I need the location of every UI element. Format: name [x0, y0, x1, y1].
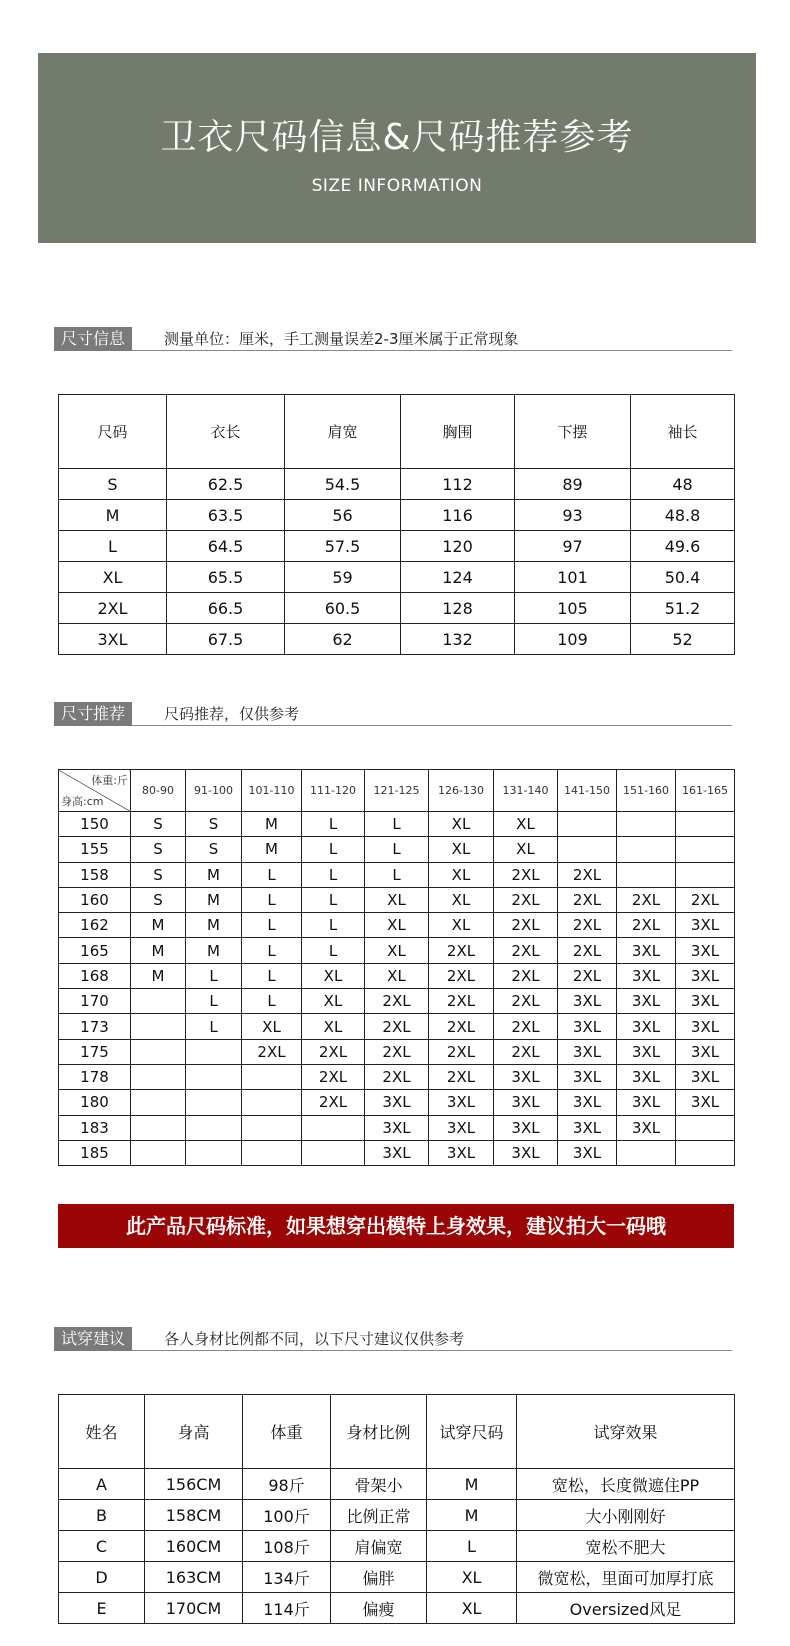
table-cell — [676, 812, 735, 837]
table-cell: 2XL — [429, 1064, 494, 1089]
table-cell: 比例正常 — [331, 1500, 427, 1531]
table-cell: XL — [302, 963, 365, 988]
table-cell: XL — [365, 913, 429, 938]
table-cell: 155 — [59, 837, 131, 862]
table-cell — [558, 837, 617, 862]
table-cell — [131, 989, 186, 1014]
table-cell: 2XL — [617, 913, 676, 938]
table-cell: L — [242, 963, 302, 988]
table-cell: 158CM — [145, 1500, 243, 1531]
table-cell: 163CM — [145, 1562, 243, 1593]
table-cell: M — [186, 862, 242, 887]
table-cell — [676, 837, 735, 862]
table-cell: 2XL — [494, 938, 558, 963]
table-row — [59, 1562, 735, 1593]
table-row — [59, 862, 735, 887]
table-cell: L — [242, 913, 302, 938]
table-row — [59, 887, 735, 912]
table-cell: 3XL — [558, 1115, 617, 1140]
table-cell: 150 — [59, 812, 131, 837]
table-cell: Oversized风足 — [517, 1593, 735, 1624]
table-row — [59, 989, 735, 1014]
table-cell: 3XL — [558, 1014, 617, 1039]
table-cell: 124 — [401, 562, 515, 593]
table-cell: 2XL — [429, 1014, 494, 1039]
table-cell: 183 — [59, 1115, 131, 1140]
table-cell: 165 — [59, 938, 131, 963]
table-cell: 3XL — [676, 1039, 735, 1064]
table-cell: 48.8 — [631, 500, 735, 531]
table-cell — [302, 1140, 365, 1165]
column-header: 体重 — [243, 1395, 331, 1469]
size-info-table — [58, 394, 735, 655]
table-cell: XL — [427, 1562, 517, 1593]
table-cell: 2XL — [242, 1039, 302, 1064]
table-cell: 180 — [59, 1090, 131, 1115]
table-cell: 2XL — [558, 963, 617, 988]
section-tag: 尺寸信息 — [54, 327, 132, 351]
table-cell: M — [242, 837, 302, 862]
table-cell: 173 — [59, 1014, 131, 1039]
table-cell: 3XL — [676, 1064, 735, 1089]
table-cell: 160 — [59, 887, 131, 912]
table-cell: 108斤 — [243, 1531, 331, 1562]
table-cell: 3XL — [365, 1115, 429, 1140]
section-header-size-info — [54, 327, 732, 351]
table-cell: 3XL — [494, 1115, 558, 1140]
table-cell: 2XL — [494, 963, 558, 988]
column-header: 161-165 — [676, 770, 735, 812]
table-cell — [617, 1140, 676, 1165]
table-cell: 3XL — [59, 624, 167, 655]
table-cell: 2XL — [558, 862, 617, 887]
column-header: 126-130 — [429, 770, 494, 812]
column-header: 衣长 — [167, 395, 285, 469]
table-cell: M — [131, 963, 186, 988]
table-cell: M — [242, 812, 302, 837]
table-cell: 2XL — [494, 1039, 558, 1064]
table-cell: XL — [59, 562, 167, 593]
table-cell: L — [186, 989, 242, 1014]
table-cell — [242, 1090, 302, 1115]
table-cell: XL — [494, 837, 558, 862]
table-cell: 2XL — [302, 1039, 365, 1064]
table-cell: 2XL — [558, 938, 617, 963]
table-row — [59, 531, 735, 562]
column-header: 试穿尺码 — [427, 1395, 517, 1469]
table-cell: 62.5 — [167, 469, 285, 500]
table-cell — [131, 1090, 186, 1115]
table-cell: 2XL — [429, 989, 494, 1014]
table-cell: L — [242, 989, 302, 1014]
table-cell: M — [427, 1469, 517, 1500]
table-cell: 微宽松，里面可加厚打底 — [517, 1562, 735, 1593]
table-cell: 2XL — [558, 913, 617, 938]
table-cell: 宽松不肥大 — [517, 1531, 735, 1562]
table-cell: 2XL — [494, 989, 558, 1014]
column-header: 尺码 — [59, 395, 167, 469]
table-cell: 116 — [401, 500, 515, 531]
table-cell: S — [131, 862, 186, 887]
section-header-recommend — [54, 702, 732, 726]
table-cell — [131, 1064, 186, 1089]
table-cell: 114斤 — [243, 1593, 331, 1624]
table-cell: S — [131, 887, 186, 912]
table-cell: 3XL — [617, 1090, 676, 1115]
table-cell: 54.5 — [285, 469, 401, 500]
table-cell — [617, 812, 676, 837]
weight-axis-label: 体重:斤 — [91, 774, 128, 787]
column-header: 姓名 — [59, 1395, 145, 1469]
table-cell: 63.5 — [167, 500, 285, 531]
table-cell: 3XL — [676, 913, 735, 938]
table-cell: 3XL — [617, 1064, 676, 1089]
table-cell: 3XL — [494, 1090, 558, 1115]
size-recommend-table — [58, 769, 735, 1166]
column-header: 151-160 — [617, 770, 676, 812]
table-cell: 3XL — [617, 1039, 676, 1064]
table-row — [59, 624, 735, 655]
table-cell: 2XL — [429, 1039, 494, 1064]
table-cell: L — [302, 862, 365, 887]
table-cell: XL — [429, 862, 494, 887]
table-cell: 105 — [515, 593, 631, 624]
table-cell: 2XL — [365, 1014, 429, 1039]
table-cell: 2XL — [302, 1064, 365, 1089]
table-cell: 3XL — [676, 963, 735, 988]
table-cell: XL — [302, 989, 365, 1014]
table-cell: M — [131, 913, 186, 938]
table-cell: M — [59, 500, 167, 531]
table-cell: 109 — [515, 624, 631, 655]
table-cell: L — [302, 887, 365, 912]
table-cell: 59 — [285, 562, 401, 593]
section-header-tryon — [54, 1327, 732, 1351]
table-cell: 93 — [515, 500, 631, 531]
table-row — [59, 1593, 735, 1624]
table-cell — [242, 1140, 302, 1165]
table-cell: 175 — [59, 1039, 131, 1064]
table-cell: 3XL — [676, 989, 735, 1014]
table-cell — [617, 837, 676, 862]
table-cell: XL — [365, 963, 429, 988]
table-cell: 3XL — [365, 1140, 429, 1165]
table-cell: L — [365, 812, 429, 837]
column-header: 身材比例 — [331, 1395, 427, 1469]
table-cell: XL — [302, 1014, 365, 1039]
table-cell: 3XL — [558, 1140, 617, 1165]
table-cell: L — [242, 862, 302, 887]
table-cell: 132 — [401, 624, 515, 655]
table-cell: XL — [429, 887, 494, 912]
table-row — [59, 1064, 735, 1089]
height-axis-label: 身高:cm — [61, 795, 104, 808]
table-row — [59, 1115, 735, 1140]
table-cell: 2XL — [558, 887, 617, 912]
table-cell: 偏胖 — [331, 1562, 427, 1593]
table-row — [59, 938, 735, 963]
section-desc: 各人身材比例都不同，以下尺寸建议仅供参考 — [164, 1330, 465, 1348]
table-cell — [186, 1140, 242, 1165]
table-cell: 2XL — [429, 938, 494, 963]
table-cell: 3XL — [558, 989, 617, 1014]
table-cell: 2XL — [365, 1039, 429, 1064]
table-cell: M — [427, 1500, 517, 1531]
table-cell: 2XL — [494, 862, 558, 887]
column-header: 111-120 — [302, 770, 365, 812]
table-cell: C — [59, 1531, 145, 1562]
table-cell: 168 — [59, 963, 131, 988]
table-cell — [242, 1115, 302, 1140]
column-header: 肩宽 — [285, 395, 401, 469]
column-header: 胸围 — [401, 395, 515, 469]
table-cell: 3XL — [617, 1014, 676, 1039]
table-row — [59, 593, 735, 624]
table-cell — [131, 1115, 186, 1140]
table-cell: 170CM — [145, 1593, 243, 1624]
table-cell: XL — [365, 938, 429, 963]
table-cell: XL — [242, 1014, 302, 1039]
table-cell: L — [365, 862, 429, 887]
table-cell: XL — [429, 837, 494, 862]
section-tag: 试穿建议 — [54, 1327, 132, 1351]
table-row — [59, 1090, 735, 1115]
table-cell: 3XL — [429, 1115, 494, 1140]
notice-banner: 此产品尺码标准，如果想穿出模特上身效果，建议拍大一码哦 — [58, 1204, 734, 1248]
table-cell: L — [302, 913, 365, 938]
column-header: 91-100 — [186, 770, 242, 812]
page-title: 卫衣尺码信息&尺码推荐参考 — [160, 117, 634, 158]
table-cell: 3XL — [617, 938, 676, 963]
table-cell: 158 — [59, 862, 131, 887]
table-cell — [676, 1140, 735, 1165]
table-cell: 185 — [59, 1140, 131, 1165]
table-cell — [676, 1115, 735, 1140]
table-cell: 3XL — [429, 1090, 494, 1115]
table-cell — [186, 1039, 242, 1064]
table-cell: D — [59, 1562, 145, 1593]
table-cell: 60.5 — [285, 593, 401, 624]
table-cell: XL — [494, 812, 558, 837]
table-cell: 52 — [631, 624, 735, 655]
table-cell: S — [131, 812, 186, 837]
table-row — [59, 562, 735, 593]
table-cell: 3XL — [676, 1090, 735, 1115]
table-cell: L — [302, 837, 365, 862]
table-cell: E — [59, 1593, 145, 1624]
table-row — [59, 469, 735, 500]
table-cell — [617, 862, 676, 887]
table-cell: 3XL — [676, 938, 735, 963]
table-row — [59, 1531, 735, 1562]
table-cell: 3XL — [617, 1115, 676, 1140]
table-cell: 97 — [515, 531, 631, 562]
table-cell: 134斤 — [243, 1562, 331, 1593]
table-cell: XL — [427, 1593, 517, 1624]
column-header: 身高 — [145, 1395, 243, 1469]
table-cell: 51.2 — [631, 593, 735, 624]
table-cell: L — [242, 887, 302, 912]
table-row — [59, 1140, 735, 1165]
table-cell: 2XL — [59, 593, 167, 624]
table-row — [59, 812, 735, 837]
table-cell — [676, 862, 735, 887]
table-cell: 101 — [515, 562, 631, 593]
table-row — [59, 1500, 735, 1531]
table-cell: 3XL — [429, 1140, 494, 1165]
table-cell: L — [427, 1531, 517, 1562]
table-cell: 骨架小 — [331, 1469, 427, 1500]
table-cell: M — [186, 887, 242, 912]
table-cell: L — [302, 938, 365, 963]
table-cell: M — [131, 938, 186, 963]
table-cell: 67.5 — [167, 624, 285, 655]
table-cell: 3XL — [617, 989, 676, 1014]
table-cell: 48 — [631, 469, 735, 500]
table-cell: 3XL — [494, 1140, 558, 1165]
table-cell: 2XL — [365, 989, 429, 1014]
table-cell: M — [186, 913, 242, 938]
table-cell: 89 — [515, 469, 631, 500]
table-cell: 2XL — [494, 1014, 558, 1039]
table-cell: S — [131, 837, 186, 862]
table-cell: 178 — [59, 1064, 131, 1089]
table-cell: 65.5 — [167, 562, 285, 593]
column-header: 试穿效果 — [517, 1395, 735, 1469]
table-row — [59, 913, 735, 938]
table-cell: 66.5 — [167, 593, 285, 624]
table-cell: 49.6 — [631, 531, 735, 562]
table-cell: A — [59, 1469, 145, 1500]
table-cell: 57.5 — [285, 531, 401, 562]
table-cell: 大小刚刚好 — [517, 1500, 735, 1531]
table-cell: 3XL — [365, 1090, 429, 1115]
page-subtitle: SIZE INFORMATION — [311, 176, 483, 196]
column-header: 131-140 — [494, 770, 558, 812]
table-cell: 98斤 — [243, 1469, 331, 1500]
table-cell: M — [186, 938, 242, 963]
table-cell: 2XL — [429, 963, 494, 988]
table-cell: 3XL — [617, 963, 676, 988]
table-cell: 宽松，长度微遮住PP — [517, 1469, 735, 1500]
tryon-table — [58, 1394, 735, 1624]
table-cell — [302, 1115, 365, 1140]
table-cell: 3XL — [558, 1090, 617, 1115]
table-cell: 2XL — [302, 1090, 365, 1115]
table-cell: XL — [365, 887, 429, 912]
table-cell: XL — [429, 913, 494, 938]
table-cell: 3XL — [558, 1064, 617, 1089]
table-cell: B — [59, 1500, 145, 1531]
table-cell: 56 — [285, 500, 401, 531]
table-cell: 170 — [59, 989, 131, 1014]
table-cell: 3XL — [676, 1014, 735, 1039]
table-cell: L — [186, 1014, 242, 1039]
table-row — [59, 500, 735, 531]
column-header: 101-110 — [242, 770, 302, 812]
table-cell: L — [59, 531, 167, 562]
table-cell: 120 — [401, 531, 515, 562]
table-cell: 62 — [285, 624, 401, 655]
column-header: 121-125 — [365, 770, 429, 812]
table-cell: S — [186, 812, 242, 837]
table-cell: 162 — [59, 913, 131, 938]
table-cell: S — [59, 469, 167, 500]
table-cell: L — [365, 837, 429, 862]
table-cell — [131, 1140, 186, 1165]
table-cell: S — [186, 837, 242, 862]
section-tag: 尺寸推荐 — [54, 702, 132, 726]
table-cell: 偏瘦 — [331, 1593, 427, 1624]
column-header: 下摆 — [515, 395, 631, 469]
table-row — [59, 837, 735, 862]
table-cell — [186, 1064, 242, 1089]
table-cell: 2XL — [365, 1064, 429, 1089]
table-cell: 2XL — [617, 887, 676, 912]
table-cell — [242, 1064, 302, 1089]
table-cell: 160CM — [145, 1531, 243, 1562]
table-cell — [186, 1115, 242, 1140]
table-cell: 2XL — [494, 887, 558, 912]
table-row — [59, 1014, 735, 1039]
table-cell: L — [186, 963, 242, 988]
table-cell: 2XL — [676, 887, 735, 912]
table-cell: 112 — [401, 469, 515, 500]
table-cell: L — [302, 812, 365, 837]
table-cell — [186, 1090, 242, 1115]
table-cell — [131, 1039, 186, 1064]
table-cell: 肩偏宽 — [331, 1531, 427, 1562]
table-cell: 64.5 — [167, 531, 285, 562]
table-cell: 128 — [401, 593, 515, 624]
table-cell: 50.4 — [631, 562, 735, 593]
column-header: 141-150 — [558, 770, 617, 812]
table-cell: 100斤 — [243, 1500, 331, 1531]
table-cell — [131, 1014, 186, 1039]
table-corner-header — [59, 770, 131, 812]
table-row — [59, 1469, 735, 1500]
table-cell: 156CM — [145, 1469, 243, 1500]
title-banner — [38, 53, 756, 243]
table-row — [59, 963, 735, 988]
column-header: 袖长 — [631, 395, 735, 469]
table-row — [59, 1039, 735, 1064]
table-cell: 3XL — [494, 1064, 558, 1089]
table-cell: XL — [429, 812, 494, 837]
section-desc: 尺码推荐，仅供参考 — [164, 705, 300, 723]
table-cell: 3XL — [558, 1039, 617, 1064]
table-cell: L — [242, 938, 302, 963]
table-cell — [558, 812, 617, 837]
section-desc: 测量单位：厘米，手工测量误差2-3厘米属于正常现象 — [164, 330, 519, 348]
table-cell: 2XL — [494, 913, 558, 938]
column-header: 80-90 — [131, 770, 186, 812]
